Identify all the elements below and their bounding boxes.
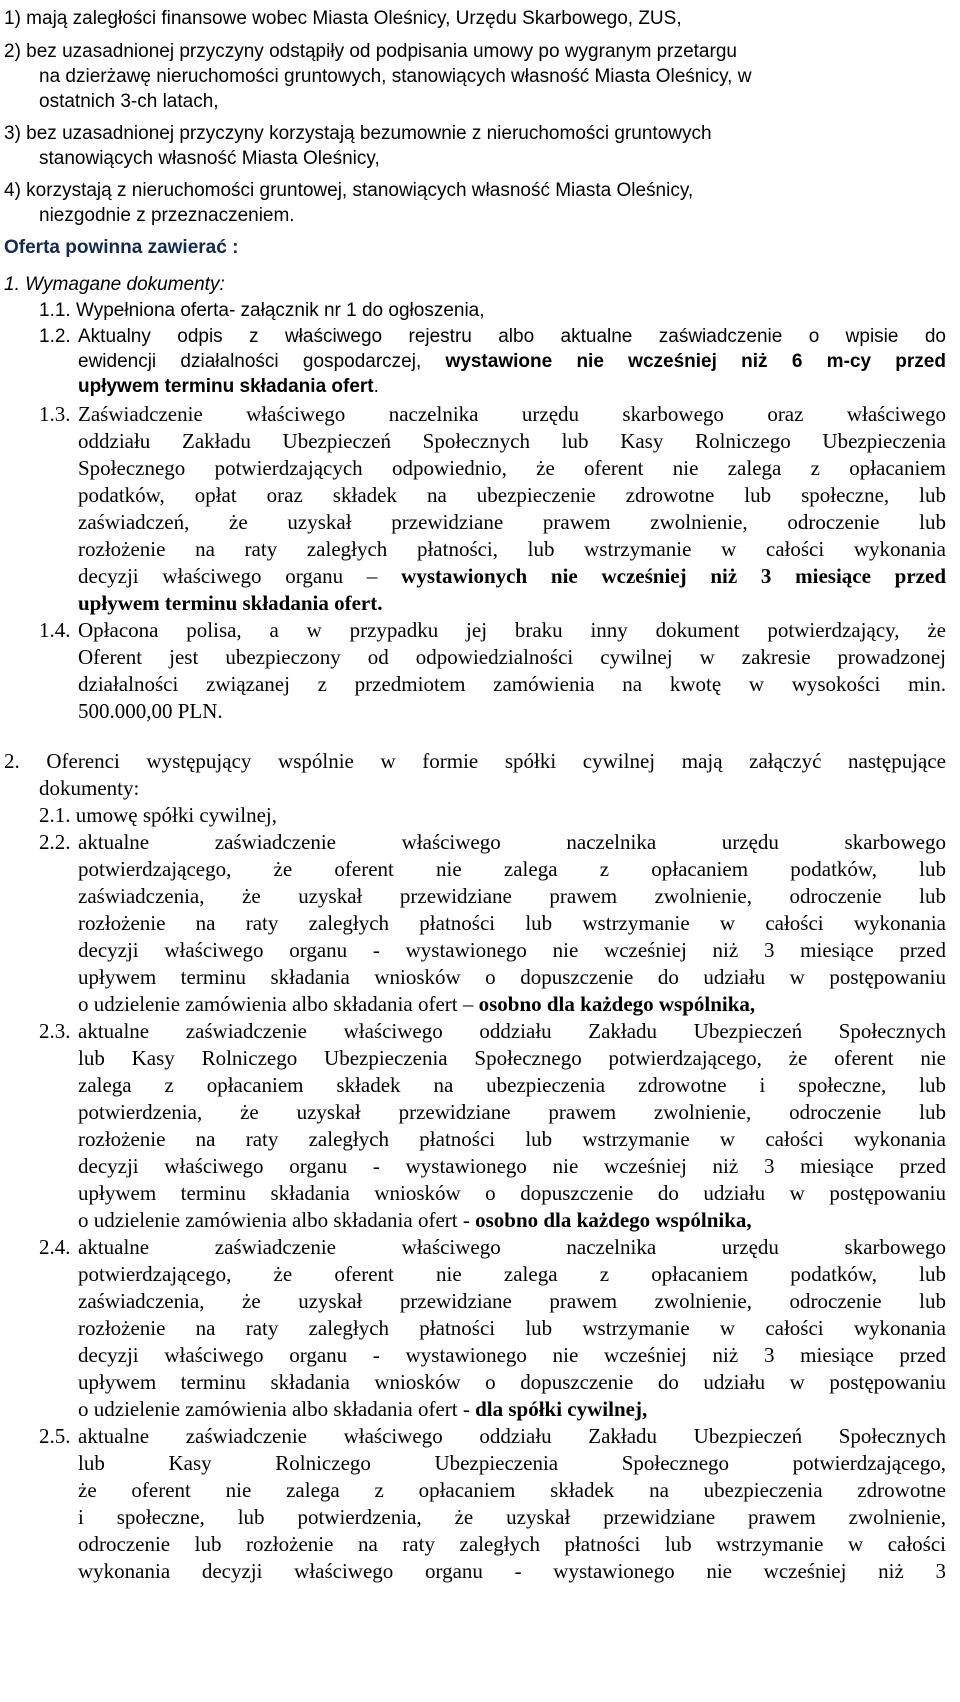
item-1-2-line-1: Aktualny odpis z właściwego rejestru albo aktualne zaświadczenie o wpisie do: [78, 326, 946, 347]
item-2-2-line-5: decyzji właściwego organu - wystawionego nie wcześniej niż 3 miesiące przed: [78, 938, 946, 962]
item-2-3-emphasis: osobno dla każdego wspólnika,: [475, 1208, 752, 1232]
item-1-3-line-2: oddziału Zakładu Ubezpieczeń Społecznych lub Kasy Rolniczego Ubezpieczenia: [78, 429, 946, 453]
intro-item-2-line-3: ostatnich 3-ch latach,: [39, 91, 219, 112]
item-1-3-line-3: Społecznego potwierdzających odpowiednio, że oferent nie zalega z opłacaniem: [78, 456, 946, 480]
item-1-2-number: 1.2.: [39, 326, 71, 347]
item-2-4-line-4: rozłożenie na raty zaległych płatności lub wstrzymanie w całości wykonania: [78, 1316, 946, 1340]
item-2-3-number: 2.3.: [39, 1019, 71, 1043]
item-2-2-emphasis: osobno dla każdego wspólnika,: [478, 992, 756, 1016]
item-2-4-line-7-text: o udzielenie zamówienia albo składania ofert -: [78, 1397, 476, 1421]
intro-item-3-line-1: 3) bez uzasadnionej przyczyny korzystają bezumownie z nieruchomości gruntowych: [4, 123, 712, 144]
item-1-2-deadline-end: upływem terminu składania ofert: [78, 376, 374, 397]
item-2-4-number: 2.4.: [39, 1235, 71, 1259]
item-1-3-deadline: wystawionych nie wcześniej niż 3 miesiące przed: [401, 564, 946, 588]
item-2-4-emphasis: dla spółki cywilnej,: [475, 1397, 648, 1421]
item-1-1: 1.1. Wypełniona oferta- załącznik nr 1 do ogłoszenia,: [39, 300, 485, 321]
item-1-2-line-2-text: ewidencji działalności gospodarczej,: [78, 351, 446, 372]
intro-item-4-line-1: 4) korzystają z nieruchomości gruntowej, stanowiących własność Miasta Oleśnicy,: [4, 180, 694, 201]
section-2-intro-line-1: 2. Oferenci występujący wspólnie w formie spółki cywilnej mają załączyć następujące: [4, 749, 946, 773]
item-2-3-line-8: [78, 1207, 752, 1233]
item-2-3-line-2: lub Kasy Rolniczego Ubezpieczenia Społecznego potwierdzającego, że oferent nie: [78, 1046, 946, 1070]
item-2-5-line-4: i społeczne, lub potwierdzenia, że uzyskał przewidziane prawem zwolnienie,: [78, 1505, 946, 1529]
item-2-4-line-7: [78, 1396, 647, 1422]
intro-item-2-line-2: na dzierżawę nieruchomości gruntowych, stanowiących własność Miasta Oleśnicy, w: [39, 66, 752, 87]
item-2-3-line-6: decyzji właściwego organu - wystawionego nie wcześniej niż 3 miesiące przed: [78, 1154, 946, 1178]
item-2-4-line-1: aktualne zaświadczenie właściwego naczelnika urzędu skarbowego: [78, 1235, 946, 1259]
item-2-3-line-5: rozłożenie na raty zaległych płatności lub wstrzymanie w całości wykonania: [78, 1127, 946, 1151]
item-1-4-line-2: Oferent jest ubezpieczony od odpowiedzialności cywilnej w zakresie prowadzonej: [78, 645, 946, 669]
item-2-5-line-5: odroczenie lub rozłożenie na raty zaległych płatności lub wstrzymanie w całości: [78, 1532, 946, 1556]
item-2-5-line-2: lub Kasy Rolniczego Ubezpieczenia Społecznego potwierdzającego,: [78, 1451, 946, 1475]
item-2-3-line-4: potwierdzenia, że uzyskał przewidziane prawem zwolnienie, odroczenie lub: [78, 1100, 946, 1124]
item-1-3-number: 1.3.: [39, 402, 71, 426]
item-2-2-line-2: potwierdzającego, że oferent nie zalega z opłacaniem podatków, lub: [78, 857, 946, 881]
intro-item-4-line-2: niezgodnie z przeznaczeniem.: [39, 205, 295, 226]
item-1-2-line-2: [78, 349, 946, 375]
item-2-3-line-1: aktualne zaświadczenie właściwego oddziału Zakładu Ubezpieczeń Społecznych: [78, 1019, 946, 1043]
item-2-3-line-7: upływem terminu składania wniosków o dopuszczenie do udziału w postępowaniu: [78, 1181, 946, 1205]
item-1-4-line-1: Opłacona polisa, a w przypadku jej braku inny dokument potwierdzający, że: [78, 618, 946, 642]
item-1-3-deadline-end: upływem terminu składania ofert.: [78, 591, 383, 615]
item-1-2-line-3: [78, 374, 379, 400]
section-1-title: 1. Wymagane dokumenty:: [4, 274, 225, 295]
item-1-2-period: .: [373, 376, 379, 397]
item-1-3-line-7-text: decyzji właściwego organu –: [78, 564, 402, 588]
item-2-4-line-3: zaświadczenia, że uzyskał przewidziane prawem zwolnienie, odroczenie lub: [78, 1289, 946, 1313]
item-2-2-line-6: upływem terminu składania wniosków o dopuszczenie do udziału w postępowaniu: [78, 965, 946, 989]
item-2-4-line-6: upływem terminu składania wniosków o dopuszczenie do udziału w postępowaniu: [78, 1370, 946, 1394]
offer-heading: Oferta powinna zawierać :: [4, 237, 239, 258]
item-2-2-line-4: rozłożenie na raty zaległych płatności lub wstrzymanie w całości wykonania: [78, 911, 946, 935]
item-2-2-line-7-text: o udzielenie zamówienia albo składania ofert –: [78, 992, 479, 1016]
item-2-4-line-2: potwierdzającego, że oferent nie zalega z opłacaniem podatków, lub: [78, 1262, 946, 1286]
intro-item-1: 1) mają zaległości finansowe wobec Miasta Oleśnicy, Urzędu Skarbowego, ZUS,: [4, 8, 682, 29]
item-2-5-line-6: wykonania decyzji właściwego organu - wystawionego nie wcześniej niż 3: [78, 1559, 946, 1583]
item-1-4-line-4: 500.000,00 PLN.: [78, 699, 223, 723]
item-2-5-line-1: aktualne zaświadczenie właściwego oddziału Zakładu Ubezpieczeń Społecznych: [78, 1424, 946, 1448]
section-2-intro-line-2: dokumenty:: [39, 776, 140, 800]
item-2-5-line-3: że oferent nie zalega z opłacaniem składek na ubezpieczenia zdrowotne: [78, 1478, 946, 1502]
intro-item-3-line-2: stanowiących własność Miasta Oleśnicy,: [39, 148, 380, 169]
intro-item-2-line-1: 2) bez uzasadnionej przyczyny odstąpiły od podpisania umowy po wygranym przetargu: [4, 41, 737, 62]
item-1-3-line-7: [78, 563, 946, 589]
item-1-3-line-1: Zaświadczenie właściwego naczelnika urzędu skarbowego oraz właściwego: [78, 402, 946, 426]
item-1-3-line-5: zaświadczeń, że uzyskał przewidziane prawem zwolnienie, odroczenie lub: [78, 510, 946, 534]
item-2-4-line-5: decyzji właściwego organu - wystawionego nie wcześniej niż 3 miesiące przed: [78, 1343, 946, 1367]
item-1-3-line-6: rozłożenie na raty zaległych płatności, lub wstrzymanie w całości wykonania: [78, 537, 946, 561]
item-1-2-deadline: wystawione nie wcześniej niż 6 m-cy przed: [445, 351, 946, 372]
item-2-3-line-3: zalega z opłacaniem składek na ubezpieczenia zdrowotne i społeczne, lub: [78, 1073, 946, 1097]
item-1-4-number: 1.4.: [39, 618, 71, 642]
item-1-4-line-3: działalności związanej z przedmiotem zamówienia na kwotę w wysokości min.: [78, 672, 946, 696]
item-2-2-line-1: aktualne zaświadczenie właściwego naczelnika urzędu skarbowego: [78, 830, 946, 854]
item-2-3-line-8-text: o udzielenie zamówienia albo składania ofert -: [78, 1208, 476, 1232]
item-2-2-number: 2.2.: [39, 830, 71, 854]
item-1-3-line-4: podatków, opłat oraz składek na ubezpieczenie zdrowotne lub społeczne, lub: [78, 483, 946, 507]
item-2-5-number: 2.5.: [39, 1424, 71, 1448]
item-2-2-line-7: [78, 991, 755, 1017]
item-2-1: 2.1. umowę spółki cywilnej,: [39, 803, 277, 827]
item-2-2-line-3: zaświadczenia, że uzyskał przewidziane prawem zwolnienie, odroczenie lub: [78, 884, 946, 908]
